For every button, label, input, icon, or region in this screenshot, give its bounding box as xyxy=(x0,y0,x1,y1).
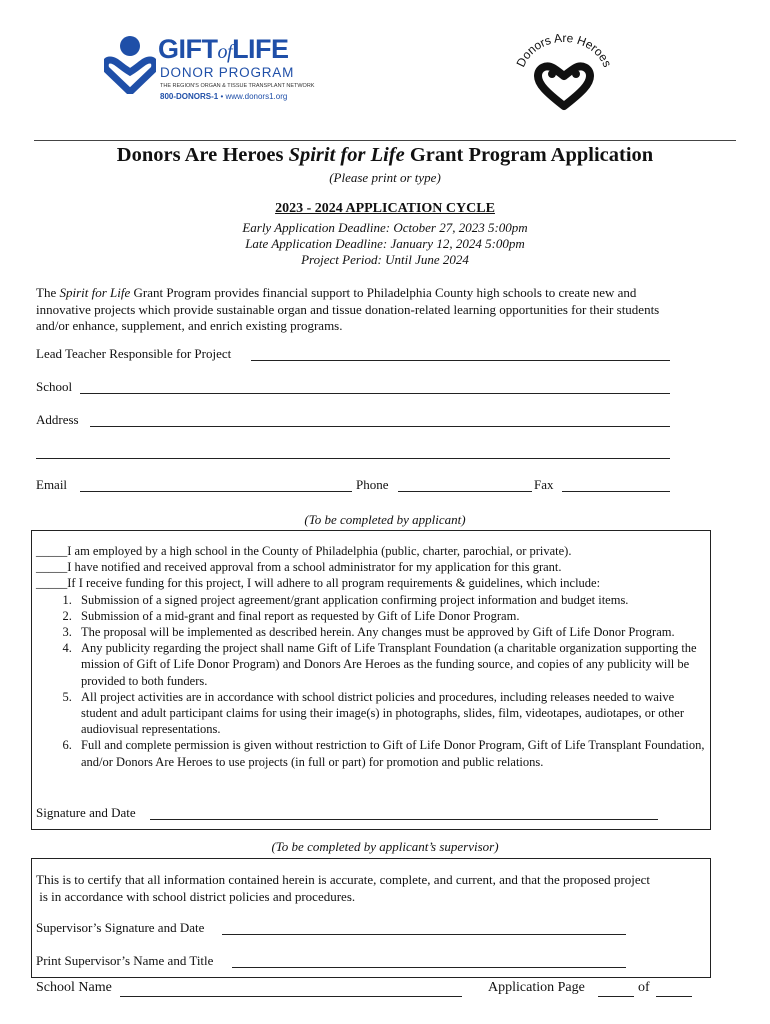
brand-gift: GIFT xyxy=(158,34,218,64)
subtitle: (Please print or type) xyxy=(329,170,441,185)
list-item: 6. Full and complete permission is given without restriction to Gift of Life Donor Program, Gift of Life Transplant Foundation, and/or Donors Are Heroes to use projects (in full or part) for promotion and public relations. xyxy=(75,737,708,769)
gift-of-life-logo: GIFTofLIFE DONOR PROGRAM THE REGION'S ORGAN & TISSUE TRANSPLANT NETWORK 800-DONORS-1 • www.donors1.org xyxy=(104,36,314,112)
check-item-1[interactable]: _____I am employed by a high school in the County of Philadelphia (public, charter, parochial, or private). xyxy=(36,544,572,558)
applicant-signature-field[interactable] xyxy=(150,819,658,820)
project-period: Project Period: Until June 2024 xyxy=(301,252,469,267)
header-rule xyxy=(34,140,736,141)
brand-program: DONOR PROGRAM xyxy=(160,65,295,80)
address-label: Address xyxy=(36,412,79,427)
check-item-3[interactable]: _____If I receive funding for this project, I will adhere to all program requirements & guidelines, which include: xyxy=(36,576,601,591)
certify-text: This is to certify that all information contained herein is accurate, complete, and current, and that the proposed project is in accordance with school district policies and procedures. xyxy=(36,872,651,904)
school-field[interactable] xyxy=(80,393,670,394)
late-deadline: Late Application Deadline: January 12, 2024 5:00pm xyxy=(245,236,525,251)
check-item-2[interactable]: _____I have notified and received approval from a school administrator for my application for this grant. xyxy=(36,560,562,575)
list-item: 1. Submission of a signed project agreement/grant application confirming project information and budget items. xyxy=(75,592,708,608)
email-label: Email xyxy=(36,477,68,492)
gift-of-life-figure-icon xyxy=(104,36,156,94)
footer-school-label: School Name xyxy=(36,980,112,995)
footer-of-field[interactable] xyxy=(656,996,692,997)
fax-field[interactable] xyxy=(562,491,670,492)
applicant-content xyxy=(36,543,708,770)
applicant-signature-label: Signature and Date xyxy=(36,805,136,820)
phone-field[interactable] xyxy=(398,491,532,492)
supervisor-signature-label: Supervisor’s Signature and Date xyxy=(36,920,205,935)
supervisor-name-label: Print Supervisor’s Name and Title xyxy=(36,953,214,968)
page-title: Donors Are Heroes Spirit for Life Grant Program Application xyxy=(116,144,654,166)
footer-school-field[interactable] xyxy=(120,996,462,997)
supervisor-name-field[interactable] xyxy=(232,967,626,968)
brand-phone: 800-DONORS-1 xyxy=(160,92,219,101)
footer-page-field[interactable] xyxy=(598,996,634,997)
brand-of: of xyxy=(217,41,233,63)
brand-tagline: THE REGION'S ORGAN & TISSUE TRANSPLANT NETWORK xyxy=(160,83,315,89)
brand-website: www.donors1.org xyxy=(225,92,288,101)
brand-life: LIFE xyxy=(232,34,289,64)
cycle-heading: 2023 - 2024 APPLICATION CYCLE xyxy=(275,201,495,216)
heart-icon xyxy=(538,66,590,106)
donors-are-heroes-logo xyxy=(508,30,620,112)
school-label: School xyxy=(36,379,73,394)
svg-text:Donors Are Heroes xyxy=(514,31,615,69)
list-item: 5. All project activities are in accordance with school district policies and procedures, including releases needed to waive student and adult participant claims for using their image(s) in photographs, slides, film, videotapes, audiotapes, or other audiovisual representations. xyxy=(75,689,708,738)
fax-label: Fax xyxy=(534,477,554,492)
email-field[interactable] xyxy=(80,491,352,492)
requirements-list xyxy=(36,592,708,770)
lead-teacher-label: Lead Teacher Responsible for Project xyxy=(36,346,232,361)
supervisor-signature-field[interactable] xyxy=(222,934,626,935)
supervisor-caption: (To be completed by applicant’s supervisor) xyxy=(271,839,499,854)
phone-label: Phone xyxy=(356,477,389,492)
applicant-caption: (To be completed by applicant) xyxy=(304,512,466,527)
donors-are-heroes-emblem xyxy=(508,30,620,112)
arc-text: Donors Are Heroes xyxy=(513,30,615,70)
list-item: 2. Submission of a mid-grant and final report as requested by Gift of Life Donor Program. xyxy=(75,608,708,624)
address-field-line2[interactable] xyxy=(36,458,670,459)
intro-paragraph: The Spirit for Life Grant Program provides financial support to Philadelphia County high schools to create new and innovative projects which provide sustainable organ and tissue donation-related learning opportunities for their students and/or enhance, supplement, and enrich existing programs. xyxy=(36,285,660,333)
list-item: 4. Any publicity regarding the project shall name Gift of Life Transplant Foundation (a charitable organization supporting the mission of Gift of Life Donor Program) and Donors Are Heroes as the funding source, and copies of any publicity will be provided to both funders. xyxy=(75,640,708,689)
early-deadline: Early Application Deadline: October 27, 2023 5:00pm xyxy=(242,220,528,235)
list-item: 3. The proposal will be implemented as described herein. Any changes must be approved by Gift of Life Donor Program. xyxy=(75,624,708,640)
footer-of-label: of xyxy=(638,980,650,995)
address-field[interactable] xyxy=(90,426,670,427)
footer-page-label: Application Page xyxy=(488,980,585,995)
lead-teacher-field[interactable] xyxy=(251,360,670,361)
